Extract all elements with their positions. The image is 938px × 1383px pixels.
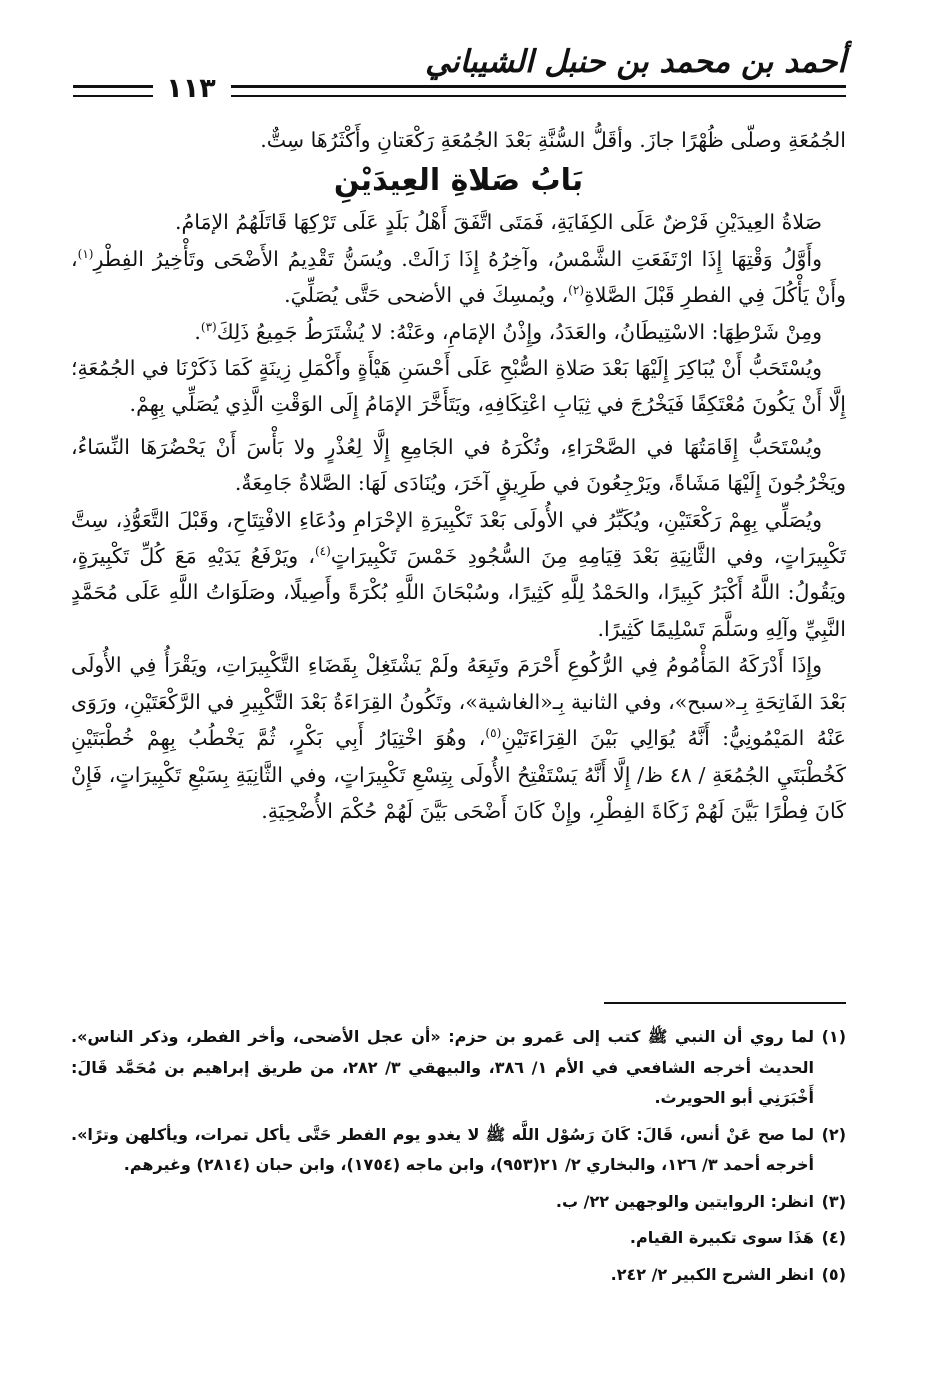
footnote-ref-2: (٢): [568, 283, 584, 298]
footnote-text: لما صح عَنْ أنس، قَالَ: كَانَ رَسُوْل اللَّه ﷺ لا يغدو يوم الفطر حَتَّى يأكل تمرات، ويأكلهن وترًا». أخرجه أحمد ٣/ ١٢٦، والبخاري ٢/ ٢١(٩٥٣)، وابن ماجه (١٧٥٤)، وابن حبان (٢٨١٤) وغيرهم.: [71, 1124, 814, 1174]
header-rule-long: [231, 85, 846, 97]
footnote-1: [71, 1022, 846, 1114]
footnote-number: (٣): [821, 1191, 846, 1211]
footnote-text: انظر الشرح الكبير ٢/ ٢٤٢.: [610, 1264, 814, 1284]
running-title: أحمد بن محمد بن حنبل الشيباني: [425, 44, 846, 80]
footnote-3: [71, 1187, 846, 1218]
paragraph-text: وإِذَا أَدْرَكَهُ المَأْمُومُ فِي الرُّكُوعِ أَحْرَمَ وتَبِعَهُ ولَمْ يَشْتَغِلْ بِقَضَاءِ التَّكْبِيرَاتِ، ويَقْرَأُ فِي الأُولَى بَعْدَ الفَاتِحَةِ بِـ«سبح»، وفي الثانية بِـ«الغاشية»، وتَكُونُ القِرَاءَةُ بَعْدَ التَّكْبِيرِ في الرَّكْعَتَيْنِ، ورَوَى عَنْهُ المَيْمُونِيُّ: أَنَّهُ يُوَالِي بَيْنَ القِرَاءَتَيْنِ: [71, 653, 847, 751]
paragraph-text: وأَوَّلُ وَقْتِهَا إِذَا ارْتَفَعَتِ الشَّمْسُ، وآخِرُهُ إِذَا زَالَتْ. ويُسَنُّ تَقْدِيمُ الأَضْحَى وتَأْخِيرُ الفِطْرِ: [93, 246, 822, 271]
paragraph-text: ، وهُوَ اخْتِيَارُ أَبِي بَكْرٍ، ثُمَّ يَخْطُبُ بِهِمْ خُطْبَتَيْنِ كَخُطْبَتَيِ الجُمُعَةِ / ٤٨ ظ/ إِلَّا أَنَّهُ يَسْتَفْتِحُ الأُولَى بِتِسْعِ تَكْبِيرَاتٍ، وفي الثَّانِيَةِ بِسَبْعِ تَكْبِيرَاتٍ، فَإِنْ كَانَ فِطْرًا بَيَّنَ لَهُمْ زَكَاةَ الفِطْرِ، وإِنْ كَانَ أَضْحَى بَيَّنَ لَهُمْ حُكْمَ الأُضْحِيَةِ.: [71, 726, 846, 823]
footnote-4: [71, 1223, 846, 1254]
paragraph: ويُسْتَحَبُّ أَنْ يُبَاكِرَ إِلَيْهَا بَعْدَ صَلاةِ الصُّبْحِ عَلَى أَحْسَنِ هَيْأَةٍ وأَكْمَلِ زِينَةٍ كَمَا ذَكَرْنَا في الجُمُعَةِ؛ إِلَّا أَنْ يَكُونَ مُعْتَكِفًا فَيَخْرُجَ في ثِيَابِ اعْتِكَافِهِ، ويَتَأَخَّرَ الإمَامُ إِلَى الوَقْتِ الَّذِي يُصَلِّي بِهِمْ.: [71, 356, 846, 417]
footnote-number: (٢): [821, 1124, 846, 1144]
chapter-title: بَابُ صَلاةِ العِيدَيْنِ: [333, 163, 584, 199]
paragraph-continuation: الجُمُعَةِ وصلّى ظُهْرًا جازَ. وأقَلُّ السُّنَّةِ بَعْدَ الجُمُعَةِ رَكْعَتانِ وأَكْثَرُهَا سِتٌّ.: [260, 128, 846, 152]
paragraph-text: ، ويُمسِكَ في الأضحى حَتَّى يُصَلِّيَ.: [284, 283, 569, 308]
footnote-separator: [604, 1002, 846, 1004]
paragraph-text: ، ويَرْفَعُ يَدَيْهِ مَعَ كُلِّ تَكْبِيرَةٍ، ويَقُولُ: اللَّهُ أَكْبَرُ كَبِيرًا، والحَمْدُ لِلَّهِ كَثِيرًا، وسُبْحَانَ اللَّهِ بُكْرَةً وأَصِيلًا، وصَلَوَاتُ اللَّهِ عَلَى مُحَمَّدٍ النَّبِيِّ وآلِهِ وسَلَّمَ تَسْلِيمًا كَثِيرًا.: [71, 544, 846, 641]
main-text: [71, 122, 846, 829]
paragraph: [71, 647, 846, 829]
paragraph: [71, 241, 846, 314]
paragraph: [71, 314, 846, 350]
paragraph: صَلاةُ العِيدَيْنِ فَرْضٌ عَلَى الكِفَايَةِ، فَمَتَى اتَّفَقَ أَهْلُ بَلَدٍ عَلَى تَرْكِهَا قَاتَلَهُمُ الإمَامُ.: [175, 210, 822, 235]
footnotes: [71, 1022, 846, 1296]
paragraph-text: ويُصَلِّي بِهِمْ رَكْعَتَيْنِ، ويُكَبِّرُ في الأُولَى بَعْدَ تَكْبِيرَةِ الإحْرَامِ ودُعَاءِ الافْتِتَاحِ، وقَبْلَ التَّعَوُّذِ، سِتَّ تَكْبِيرَاتٍ، وفي الثَّانِيَةِ بَعْدَ قِيَامِهِ مِنَ السُّجُودِ خَمْسَ تَكْبِيرَاتٍ: [71, 507, 846, 569]
paragraph-text: ، وأَنْ يَأْكُلَ فِي الفطرِ قَبْلَ الصَّلاةِ: [71, 246, 846, 308]
footnote-ref-1: (١): [77, 246, 94, 261]
paragraph: [71, 502, 846, 648]
footnote-text: هَذَا سوى تكبيرة القيام.: [629, 1228, 814, 1247]
footnote-number: (١): [821, 1027, 846, 1046]
page-number: ١١٣: [166, 73, 216, 104]
footnote-5: [71, 1260, 846, 1291]
footnote-text: انظر: الروايتين والوجهين ٢٢/ ب.: [555, 1191, 814, 1211]
footnote-2: [71, 1120, 846, 1181]
header-rule-short: [73, 85, 153, 97]
footnote-number: (٥): [821, 1264, 846, 1284]
footnote-ref-4: (٤): [314, 544, 331, 559]
paragraph-text: ومِنْ شَرْطِهَا: الاسْتِيطَانُ، والعَدَدُ، وإِذْنُ الإمَامِ، وعَنْهُ: لا يُشْتَرَطُ جَمِيعُ ذَلِكَ: [216, 319, 822, 344]
paragraph-text: .: [194, 319, 201, 344]
footnote-ref-5: (٥): [485, 726, 502, 741]
paragraph: ويُسْتَحَبُّ إِقَامَتُهَا في الصَّحْرَاءِ، وتُكْرَهُ في الجَامِعِ إِلَّا لِعُذْرٍ ولا بَأْسَ أَنْ يَحْضُرَهَا النِّسَاءُ، ويَخْرُجُونَ إِلَيْهَا مَشَاةً، ويَرْجِعُونَ في طَرِيقٍ آخَرَ، ويُنَادَى لَهَا: الصَّلاةُ جَامِعَةٌ.: [71, 434, 846, 496]
footnote-number: (٤): [821, 1228, 846, 1247]
footnote-text: لما روي أن النبي ﷺ كتب إلى عَمرو بن حزم: «أن عجل الأضحى، وأخر الفطر، وذكر الناس». الحديث أخرجه الشافعي في الأم ١/ ٣٨٦، والبيهقي ٣/ ٢٨٢، من طريق إبراهيم بن مُحَمَّد قَالَ: أَخْبَرَنِي أبو الحويرث.: [71, 1027, 814, 1107]
footnote-ref-3: (٣): [200, 319, 217, 334]
